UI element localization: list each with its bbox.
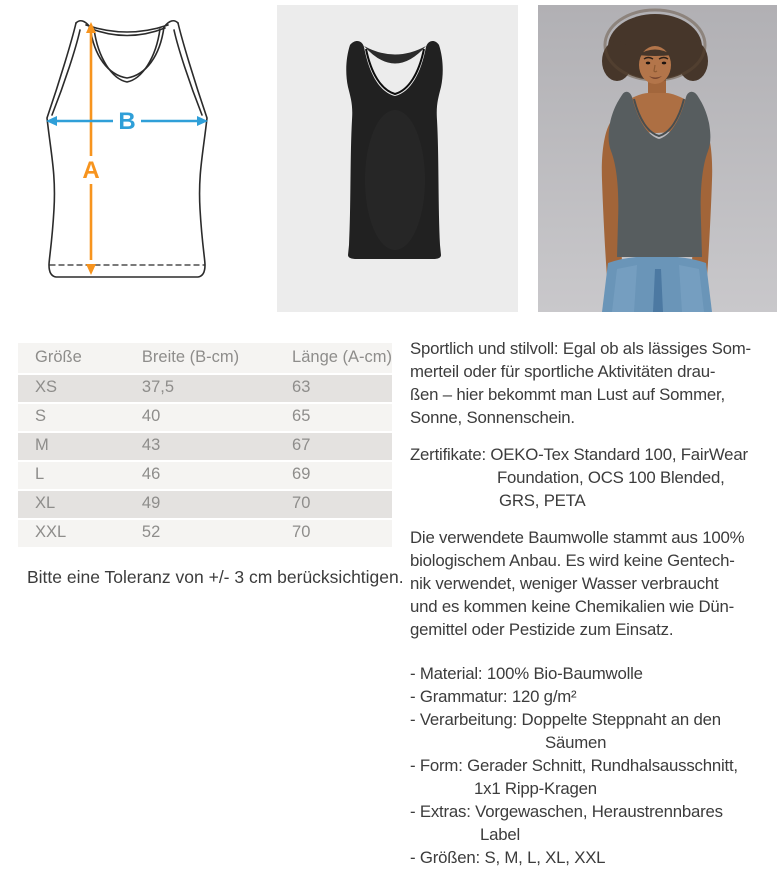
- description-line: gemittel oder Pestizide zum Einsatz.: [410, 620, 674, 639]
- description-line: - Material: 100% Bio-Baumwolle: [410, 664, 643, 683]
- description-line: ßen – hier bekommt man Lust auf Sommer,: [410, 385, 725, 404]
- description-line: - Grammatur: 120 g/m²: [410, 687, 577, 706]
- measure-b-label: B: [118, 108, 136, 135]
- table-row: [18, 462, 392, 489]
- table-cell: 70: [275, 520, 392, 547]
- tank-top-measurement-illustration: [36, 14, 218, 290]
- product-photo: [277, 5, 518, 312]
- description-line: Foundation, OCS 100 Blended,: [497, 468, 725, 487]
- table-cell: S: [18, 404, 125, 431]
- size-table: [18, 341, 392, 549]
- description-line: Säumen: [545, 733, 607, 752]
- description-line: biologischem Anbau. Es wird keine Gentech-: [410, 551, 735, 570]
- table-cell: L: [18, 462, 125, 489]
- description-line: 1x1 Ripp-Kragen: [474, 779, 597, 798]
- description-line: GRS, PETA: [499, 491, 586, 510]
- size-diagram: [36, 14, 218, 290]
- description-paragraph: [410, 337, 777, 429]
- description-line: Zertifikate: OEKO-Tex Standard 100, FairWear: [410, 445, 748, 464]
- description-line: Label: [480, 825, 521, 844]
- model-photo: [538, 5, 777, 312]
- size-table-header-cell: Größe: [18, 343, 125, 373]
- table-cell: 69: [275, 462, 392, 489]
- description-line: - Extras: Vorgewaschen, Heraustrennbares: [410, 802, 723, 821]
- table-cell: 65: [275, 404, 392, 431]
- product-attributes-list: [410, 662, 777, 869]
- table-row: [18, 433, 392, 460]
- table-cell: XS: [18, 375, 125, 402]
- description-line: Sportlich und stilvoll: Egal ob als lässiges Som-: [410, 339, 751, 358]
- table-cell: 52: [125, 520, 275, 547]
- table-cell: 46: [125, 462, 275, 489]
- description-paragraph: [410, 443, 777, 512]
- product-description: [410, 337, 777, 869]
- table-cell: 40: [125, 404, 275, 431]
- table-row: [18, 375, 392, 402]
- table-row: [18, 520, 392, 547]
- measure-a-label: A: [82, 157, 100, 184]
- description-line: und es kommen keine Chemikalien wie Dün-: [410, 597, 735, 616]
- size-table-header-cell: Länge (A-cm): [275, 343, 392, 373]
- table-cell: 43: [125, 433, 275, 460]
- tolerance-note: Bitte eine Toleranz von +/- 3 cm berücksichtigen.: [27, 567, 404, 587]
- size-table-body: [18, 375, 392, 547]
- description-line: Die verwendete Baumwolle stammt aus 100%: [410, 528, 745, 547]
- table-cell: M: [18, 433, 125, 460]
- table-row: [18, 491, 392, 518]
- size-table-header-row: [18, 343, 392, 373]
- model-wearing-tank-top-image: [538, 5, 777, 312]
- table-cell: XL: [18, 491, 125, 518]
- table-cell: 49: [125, 491, 275, 518]
- description-line: - Verarbeitung: Doppelte Steppnaht an den: [410, 710, 721, 729]
- description-line: nik verwendet, weniger Wasser verbraucht: [410, 574, 719, 593]
- table-cell: 70: [275, 491, 392, 518]
- table-cell: 63: [275, 375, 392, 402]
- size-table-header-cell: Breite (B-cm): [125, 343, 275, 373]
- description-line: Sonne, Sonnenschein.: [410, 408, 575, 427]
- description-paragraph: [410, 526, 777, 641]
- table-cell: 37,5: [125, 375, 275, 402]
- table-cell: 67: [275, 433, 392, 460]
- description-line: - Form: Gerader Schnitt, Rundhalsausschnitt,: [410, 756, 738, 775]
- table-cell: XXL: [18, 520, 125, 547]
- table-row: [18, 404, 392, 431]
- black-tank-top-image: [277, 5, 518, 312]
- description-line: - Größen: S, M, L, XL, XXL: [410, 848, 606, 867]
- description-line: merteil oder für sportliche Aktivitäten drau-: [410, 362, 716, 381]
